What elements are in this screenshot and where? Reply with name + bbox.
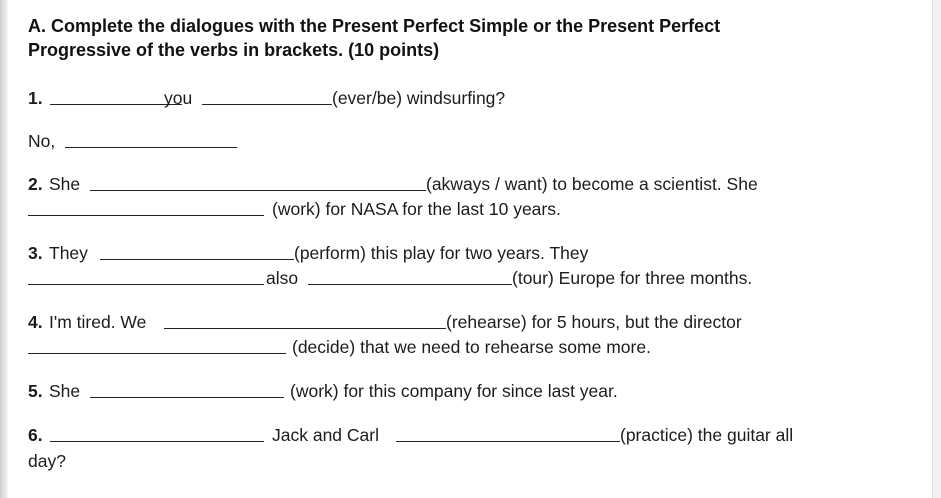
question-1	[28, 87, 588, 109]
question-text: I'm tired. We	[49, 312, 147, 332]
instruction-line-2: Progressive of the verbs in brackets. (10 points)	[28, 40, 440, 60]
question-text: She	[49, 174, 81, 194]
verb-hint: (rehearse) for 5 hours, but the director	[446, 312, 742, 332]
question-text: She	[49, 381, 81, 401]
page-edge	[0, 0, 8, 498]
question-text: also	[266, 268, 299, 288]
answer-blank[interactable]	[396, 441, 620, 442]
answer-blank[interactable]	[50, 104, 182, 105]
answer-blank[interactable]	[28, 353, 286, 354]
instruction-line-1: A. Complete the dialogues with the Present Perfect Simple or the Present Perfect	[28, 16, 721, 36]
question-text: you	[164, 88, 193, 108]
question-4-continued	[28, 336, 828, 358]
question-number: 5.	[28, 381, 43, 401]
question-number: 6.	[28, 425, 43, 445]
verb-hint: (perform) this play for two years. They	[294, 243, 589, 263]
verb-hint: (ever/be) windsurfing?	[332, 88, 506, 108]
answer-blank[interactable]	[100, 259, 294, 260]
question-2	[28, 173, 828, 195]
scrollbar[interactable]	[932, 0, 941, 498]
verb-hint: (work) for NASA for the last 10 years.	[272, 199, 561, 219]
question-2-continued	[28, 198, 728, 220]
verb-hint: (work) for this company for since last year.	[290, 381, 618, 401]
verb-hint: (akways / want) to become a scientist. She	[426, 174, 758, 194]
answer-blank[interactable]	[90, 397, 284, 398]
answer-blank[interactable]	[90, 190, 426, 191]
question-number: 3.	[28, 243, 43, 263]
answer-blank[interactable]	[50, 441, 264, 442]
question-text: Jack and Carl	[272, 425, 379, 445]
question-text: They	[49, 243, 88, 263]
question-6	[28, 424, 848, 446]
exercise-instruction	[28, 14, 720, 62]
answer-blank[interactable]	[164, 328, 446, 329]
answer-blank[interactable]	[28, 284, 264, 285]
answer-blank[interactable]	[65, 147, 237, 148]
question-3	[28, 242, 828, 264]
answer-blank[interactable]	[308, 284, 512, 285]
question-number: 1.	[28, 88, 43, 108]
question-3-continued	[28, 267, 828, 289]
question-1-answer	[28, 130, 328, 152]
question-5	[28, 380, 828, 402]
question-number: 4.	[28, 312, 43, 332]
question-text: day?	[28, 451, 66, 471]
answer-blank[interactable]	[28, 215, 264, 216]
verb-hint: (practice) the guitar all	[620, 425, 794, 445]
question-4	[28, 311, 828, 333]
verb-hint: (decide) that we need to rehearse some more.	[292, 337, 651, 357]
answer-blank[interactable]	[202, 104, 332, 105]
question-6-continued	[28, 450, 128, 472]
question-text: No,	[28, 131, 56, 151]
question-number: 2.	[28, 174, 43, 194]
verb-hint: (tour) Europe for three months.	[512, 268, 753, 288]
